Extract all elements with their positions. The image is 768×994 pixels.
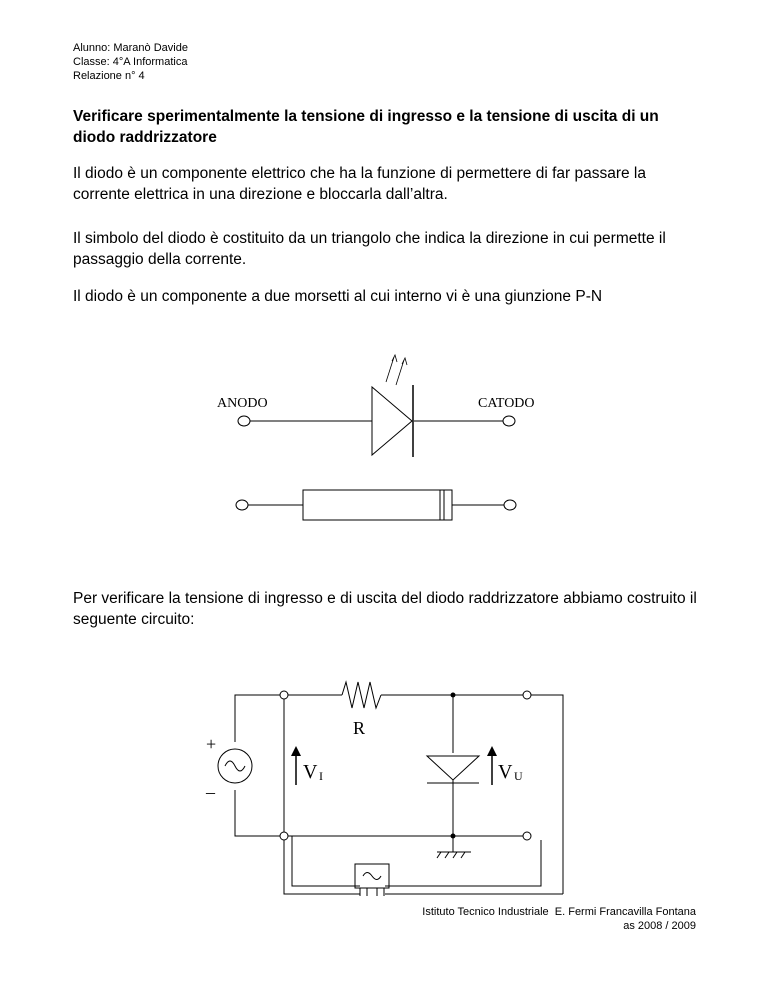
- oscilloscope-wave-icon: [363, 873, 381, 880]
- vi-arrow-icon: [291, 746, 301, 785]
- paragraph-diode-symbol: Il simbolo del diodo è costituito da un triangolo che indica la direzione in cui permette il passaggio della corrente.: [73, 230, 666, 268]
- diode-body: [303, 490, 452, 520]
- cathode-label: CATODO: [478, 396, 535, 411]
- junction-dot-bottom: [451, 834, 456, 839]
- student-name: Alunno: Maranò Davide: [73, 42, 188, 54]
- circuit-diode-triangle: [427, 756, 479, 780]
- vu-arrow-icon: [487, 746, 497, 785]
- input-terminal-bottom: [280, 832, 288, 840]
- school-year: as 2008 / 2009: [623, 920, 696, 932]
- body-left-terminal: [236, 500, 248, 510]
- rectifier-circuit-figure: [195, 670, 580, 910]
- cathode-terminal: [503, 416, 515, 426]
- document-title: Verificare sperimentalmente la tensione di ingresso e la tensione di uscita di un diodo raddrizzatore: [73, 108, 659, 146]
- resistor-symbol: [342, 682, 381, 708]
- input-terminal-top: [280, 691, 288, 699]
- vu-subscript: U: [514, 769, 523, 783]
- document-header: [73, 41, 188, 83]
- paragraph-diode-junction: Il diodo è un componente a due morsetti al cui interno vi è una giunzione P-N: [73, 288, 603, 305]
- document-footer: [422, 905, 696, 933]
- junction-dot-top: [451, 693, 456, 698]
- student-class: Classe: 4°A Informatica: [73, 56, 188, 68]
- output-terminal-top: [523, 691, 531, 699]
- plus-sign: +: [206, 734, 217, 754]
- diode-symbol-figure: [200, 345, 570, 525]
- resistor-label: R: [353, 718, 366, 738]
- output-terminal-bottom: [523, 832, 531, 840]
- school-name: Istituto Tecnico Industriale E. Fermi Francavilla Fontana: [422, 906, 696, 918]
- paragraph-circuit-intro: Per verificare la tensione di ingresso e di uscita del diodo raddrizzatore abbiamo costruito il seguente circuito:: [73, 590, 697, 628]
- diode-triangle: [372, 387, 412, 455]
- vi-label: V: [303, 761, 318, 783]
- vi-subscript: I: [319, 769, 323, 783]
- vu-label: V: [498, 761, 513, 783]
- source-wire: [235, 695, 280, 742]
- light-arrows-icon: [386, 355, 407, 385]
- paragraph-diode-function: Il diodo è un componente elettrico che ha la funzione di permettere di far passare la corrente elettrica in una direzione e bloccarla dall’altra.: [73, 165, 646, 203]
- ac-source-wave-icon: [225, 761, 245, 771]
- anode-terminal: [238, 416, 250, 426]
- body-right-terminal: [504, 500, 516, 510]
- report-number: Relazione n° 4: [73, 70, 145, 82]
- minus-sign: –: [206, 782, 215, 802]
- anode-label: ANODO: [217, 396, 268, 411]
